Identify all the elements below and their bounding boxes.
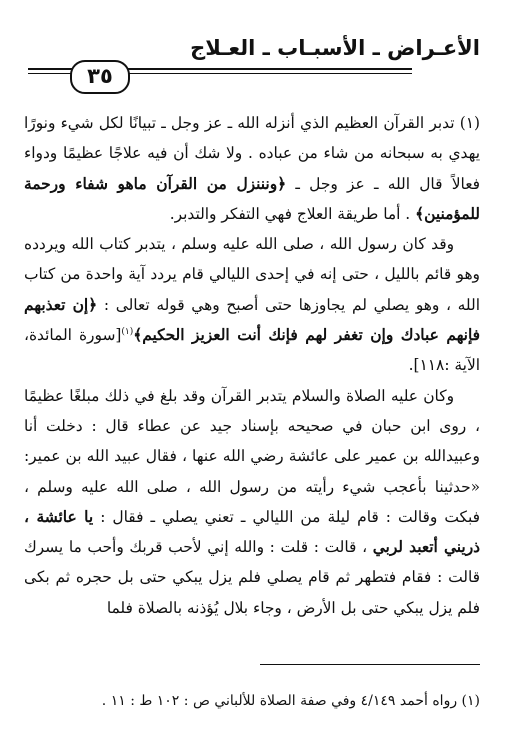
paragraph-2 — [24, 229, 480, 380]
hadith-quote: يا عائشة ، ذريني أتعبد لربي — [24, 507, 480, 557]
paragraph-1 — [24, 108, 480, 229]
paragraph-3-text-end: ، قالت : قلت : والله إني لأحب قربك وأحب ما يسرك قالت : فقام فتطهر ثم قام يصلي فلم يزل يبكي حتى بل حجره ثم بكى فلم يزل يبكي حتى بل الأرض ، وجاء بلال يُؤذنه بالصلاة فلما — [24, 538, 480, 617]
page-number: ٣٥ — [70, 60, 130, 94]
paragraph-1-text: (١) تدبر القرآن العظيم الذي أنزله الله ـ عز وجل ـ تبيانًا لكل شيء ونورًا يهدي به سبحانه من شاء من عباده . ولا شك أن فيه علاجًا عظيمًا ودواء فعالاً قال الله ـ عز وجل ـ — [24, 114, 480, 193]
page-header — [28, 36, 480, 96]
paragraph-2-text-end: [سورة المائدة، الآية :١١٨]. — [24, 326, 480, 375]
running-title: الأعـراض ـ الأسبـاب ـ العـلاج — [190, 36, 480, 60]
footnote-rule — [260, 664, 480, 665]
paragraph-3-text: وكان عليه الصلاة والسلام يتدبر القرآن وقد بلغ في ذلك مبلغًا عظيمًا ، روى ابن حبان في صحيحه بإسناد جيد عن عطاء قال : دخلت أنا وعبيدالله بن عمير على عائشة رضي الله عنها ، فقال عبيد الله بن عمير: «حدثينا بأعجب شيء رأيته من رسول الله ، صلى الله عليه وسلم ، فبكت وقالت : قام ليلة من الليالي ـ تعني يصلي ـ فقال : — [24, 386, 480, 526]
paragraph-3 — [24, 381, 480, 623]
paragraph-2-text: وقد كان رسول الله ، صلى الله عليه وسلم ، يتدبر كتاب الله ويردده وهو قائم بالليل ، حتى إنه في إحدى الليالي قام يردد آية واحدة من كتاب الله ، وهو يصلي لم يجاوزها حتى أصبح وهي قوله تعالى : — [24, 235, 480, 314]
quran-quote: ﴿ونننزل من القرآن ماهو شفاء ورحمة للمؤمنين﴾ — [24, 174, 480, 223]
paragraph-1-text-end: . أما طريقة العلاج فهي التفكر والتدبر. — [169, 204, 411, 223]
footnote-marker: (١) — [121, 326, 134, 337]
quran-quote: ﴿إن تعذبهم فإنهم عبادك وإن تغفر لهم فإنك أنت العزيز الحكيم﴾ — [24, 295, 481, 345]
main-text — [24, 108, 480, 623]
footnote: (١) رواه أحمد ٤/١٤٩ وفي صفة الصلاة للألباني ص : ١٠٢ ط : ١١ . — [101, 693, 480, 709]
